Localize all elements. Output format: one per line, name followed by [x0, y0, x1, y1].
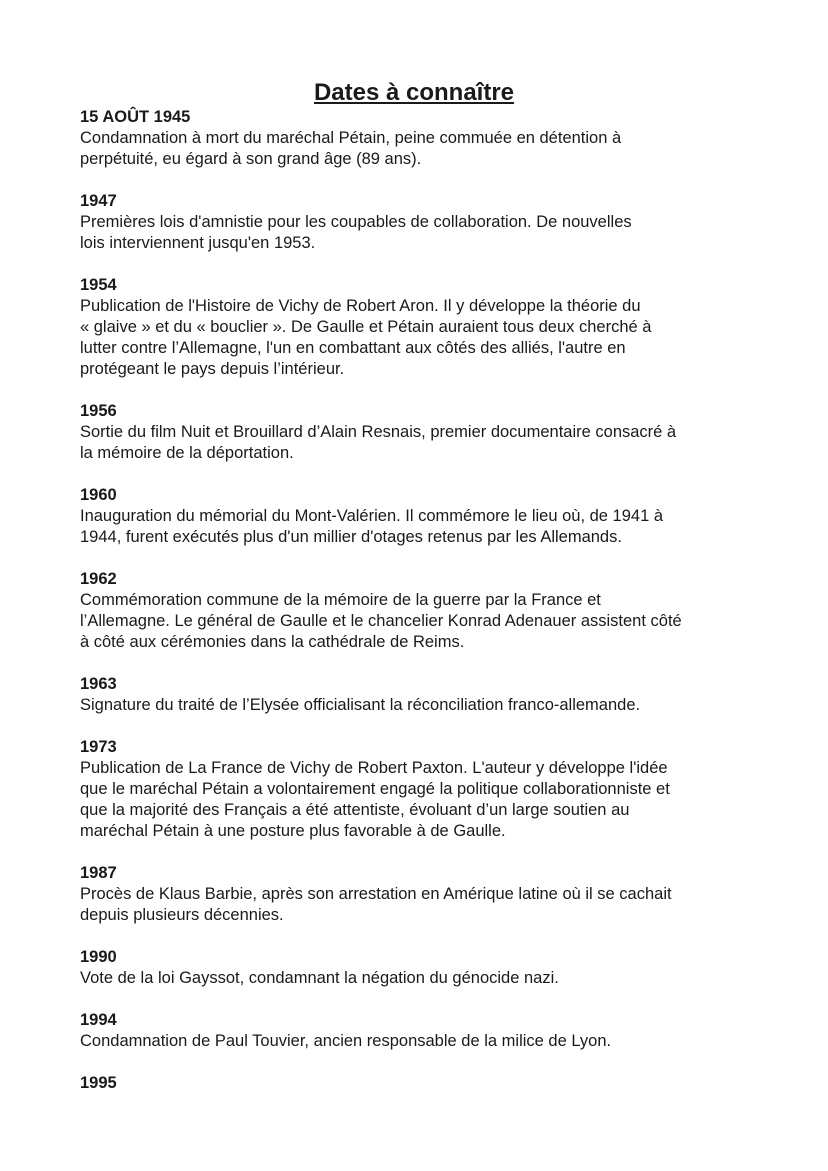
entry-year: 1962 — [80, 570, 117, 588]
timeline-entry — [80, 275, 780, 380]
timeline-entry — [80, 401, 780, 464]
timeline-entry — [80, 1073, 780, 1094]
entry-description-line: depuis plusieurs décennies. — [80, 906, 284, 924]
entry-description-line: la mémoire de la déportation. — [80, 444, 294, 462]
entry-description-line: lutter contre l’Allemagne, l'un en combattant aux côtés des alliés, l'autre en — [80, 339, 626, 357]
entry-description-line: Sortie du film Nuit et Brouillard d’Alain Resnais, premier documentaire consacré à — [80, 423, 677, 441]
entry-year: 15 AOÛT 1945 — [80, 108, 191, 126]
entry-description-line: Vote de la loi Gayssot, condamnant la négation du génocide nazi. — [80, 969, 559, 987]
timeline-entry — [80, 737, 780, 842]
timeline-entry — [80, 947, 780, 989]
timeline-entry — [80, 674, 780, 716]
timeline-entry — [80, 485, 780, 548]
entry-year: 1960 — [80, 486, 117, 504]
entry-year: 1956 — [80, 402, 117, 420]
entry-description-line: protégeant le pays depuis l’intérieur. — [80, 360, 345, 378]
entry-year: 1973 — [80, 738, 117, 756]
entry-description-line: lois interviennent jusqu'en 1953. — [80, 234, 316, 252]
entry-description-line: « glaive » et du « bouclier ». De Gaulle et Pétain auraient tous deux cherché à — [80, 318, 652, 336]
entry-year: 1947 — [80, 192, 117, 210]
entry-year: 1987 — [80, 864, 117, 882]
entry-description-line: 1944, furent exécutés plus d'un millier d'otages retenus par les Allemands. — [80, 528, 622, 546]
entry-description-line: Condamnation à mort du maréchal Pétain, peine commuée en détention à — [80, 129, 622, 147]
entry-year: 1994 — [80, 1011, 117, 1029]
entry-year: 1990 — [80, 948, 117, 966]
timeline-entry — [80, 191, 780, 254]
entry-description-line: que la majorité des Français a été attentiste, évoluant d’un large soutien au — [80, 801, 630, 819]
entry-description-line: Premières lois d'amnistie pour les coupables de collaboration. De nouvelles — [80, 213, 632, 231]
entry-description-line: Publication de La France de Vichy de Robert Paxton. L'auteur y développe l'idée — [80, 759, 668, 777]
timeline-entry — [80, 569, 780, 653]
entry-description-line: Inauguration du mémorial du Mont-Valérien. Il commémore le lieu où, de 1941 à — [80, 507, 664, 525]
entry-year: 1954 — [80, 276, 117, 294]
timeline — [80, 107, 780, 1115]
entry-description-line: à côté aux cérémonies dans la cathédrale de Reims. — [80, 633, 465, 651]
timeline-entry — [80, 107, 780, 170]
timeline-entry — [80, 863, 780, 926]
entry-year: 1995 — [80, 1074, 117, 1092]
timeline-entry — [80, 1010, 780, 1052]
entry-description-line: Signature du traité de l’Elysée officialisant la réconciliation franco-allemande. — [80, 696, 641, 714]
entry-description-line: Commémoration commune de la mémoire de la guerre par la France et — [80, 591, 601, 609]
entry-description-line: que le maréchal Pétain a volontairement engagé la politique collaborationniste et — [80, 780, 670, 798]
entry-description-line: l’Allemagne. Le général de Gaulle et le chancelier Konrad Adenauer assistent côté — [80, 612, 682, 630]
entry-description-line: Procès de Klaus Barbie, après son arrestation en Amérique latine où il se cachait — [80, 885, 672, 903]
entry-description-line: Publication de l'Histoire de Vichy de Robert Aron. Il y développe la théorie du — [80, 297, 641, 315]
entry-description-line: perpétuité, eu égard à son grand âge (89 ans). — [80, 150, 422, 168]
page-title: Dates à connaître — [313, 79, 515, 106]
entry-description-line: Condamnation de Paul Touvier, ancien responsable de la milice de Lyon. — [80, 1032, 612, 1050]
entry-description-line: maréchal Pétain à une posture plus favorable à de Gaulle. — [80, 822, 506, 840]
entry-year: 1963 — [80, 675, 117, 693]
